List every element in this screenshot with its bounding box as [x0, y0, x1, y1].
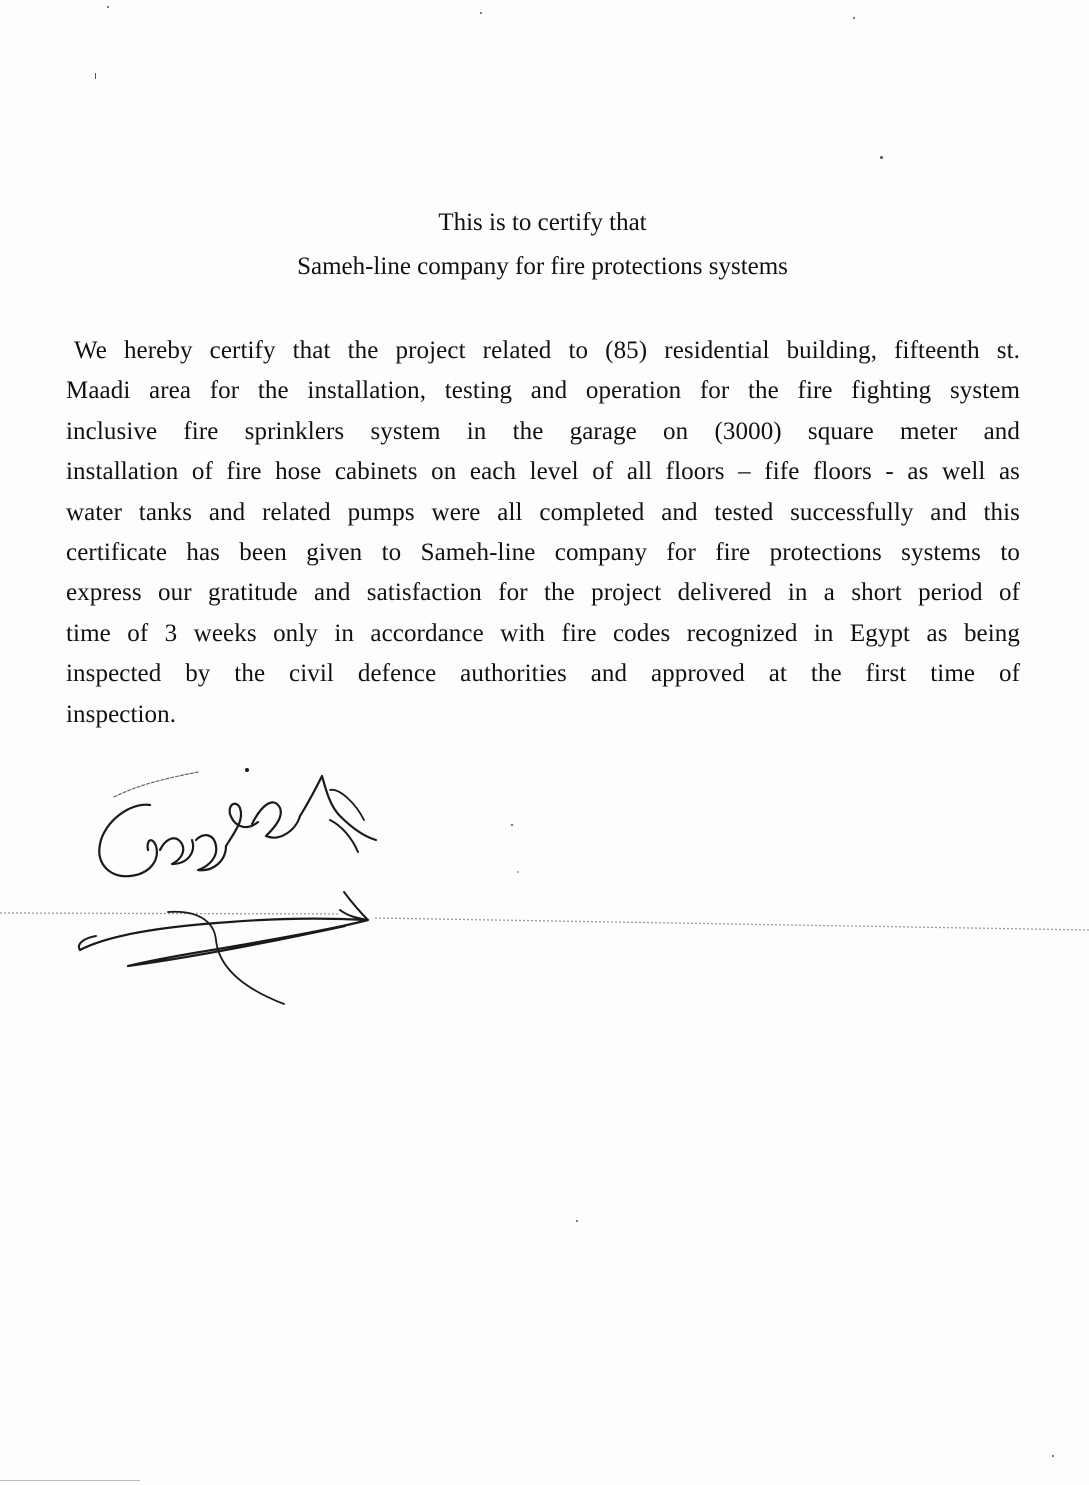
handwritten-signature-icon: [0, 760, 1089, 1020]
company-name-heading: Sameh-line company for fire protections systems: [297, 253, 788, 280]
scan-speck: [0, 1480, 140, 1481]
body-line-8: time of 3 weeks only in accordance with fire codes recognized in Egypt as being: [66, 619, 1020, 647]
body-line-7: express our gratitude and satisfaction for the project delivered in a short period of: [66, 579, 1020, 607]
scan-speck: [107, 6, 109, 8]
scan-speck: [95, 73, 96, 79]
body-line-10: inspection.: [66, 700, 177, 728]
signature-rule: [0, 913, 340, 914]
scan-speck: [853, 17, 855, 19]
certificate-body: [66, 331, 1020, 735]
certificate-heading: This is to certify that: [438, 209, 647, 236]
body-line-4: installation of fire hose cabinets on each level of all floors – fife floors - as well as: [66, 458, 1020, 486]
scan-speck: [880, 156, 883, 159]
body-line-1: We hereby certify that the project related to (85) residential building, fifteenth st.: [74, 337, 1020, 364]
body-line-6: certificate has been given to Sameh-line company for fire protections systems to: [66, 538, 1020, 566]
scan-speck: [480, 12, 482, 14]
body-line-5: water tanks and related pumps were all completed and tested successfully and this: [66, 498, 1020, 526]
signature-rule: [375, 918, 1089, 930]
body-line-3: inclusive fire sprinklers system in the garage on (3000) square meter and: [66, 417, 1020, 445]
body-line-2: Maadi area for the installation, testing and operation for the fire fighting system: [66, 377, 1020, 405]
scan-speck: [576, 1220, 578, 1222]
scan-speck: [1052, 1455, 1054, 1457]
body-line-9: inspected by the civil defence authorities and approved at the first time of: [66, 660, 1020, 688]
